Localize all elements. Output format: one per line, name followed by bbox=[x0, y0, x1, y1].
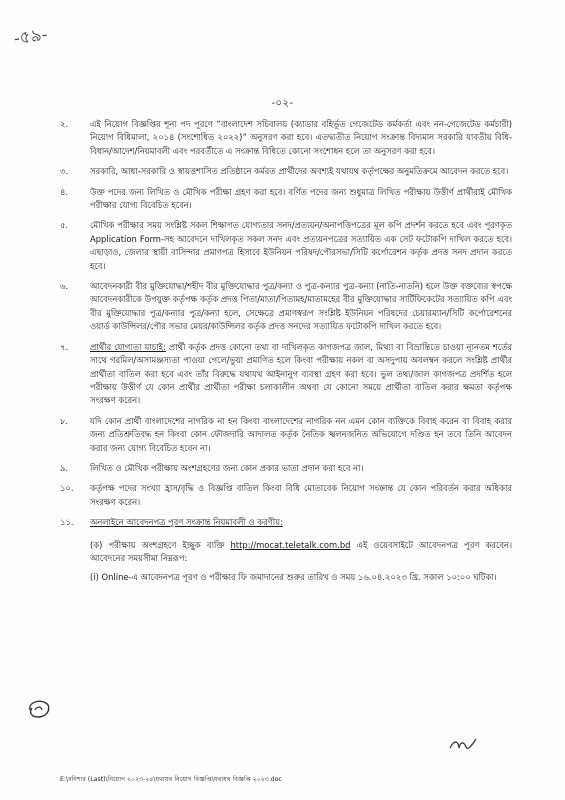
handwritten-page-note: -৫৯- bbox=[12, 24, 49, 50]
paragraph-number: ১০. bbox=[60, 483, 74, 494]
paragraph-text: যদি কোন প্রার্থী বাংলাদেশের নাগরিক না হন কিংবা বাংলাদেশের নাগরিক নন এমন কোন ব্যক্তিকে বিবাহ করেন বা বিবাহ করার জন্য প্রতিশ্রুতিবদ্ধ হন কিংবা কোন ফৌজদারি আদালত কর্তৃক নৈতিক স্খলনজনিত অভিযোগে দণ্ডিত হন তবে তিনি আবেদন করার জন্য যোগ্য বিবেচিত হবেন না। bbox=[90, 415, 512, 453]
paragraph-number: ৮. bbox=[60, 415, 69, 426]
item-a-prefix: (ক) পরীক্ষায় অংশগ্রহণে ইচ্ছুক ব্যক্তি bbox=[90, 539, 225, 550]
footer-file-path: E:\বনিশার (Last)\নিয়োগ ২০২৩-২৪\যথাযথ নিয়োগ বিজ্ঞপ্তি\যথাযথ বিজ্ঞপ্তি ২০২৩.doc bbox=[60, 776, 282, 783]
paragraph-text: সরকারি, আধা-সরকারি ও স্বায়ত্তশাসিত প্রতিষ্ঠানে কর্মরত প্রার্থীদের অবশ্যই যথাযথ কর্তৃপক্ষের অনুমতিক্রমে আবেদন করতে হবে। bbox=[90, 166, 509, 177]
paragraph-2 bbox=[60, 118, 512, 158]
paragraph-number: ৯. bbox=[60, 462, 69, 473]
paragraph-text: লিখিত ও মৌখিক পরীক্ষায় অংশগ্রহণের জন্য কোন প্রকার ভাতা প্রদান করা হবে না। bbox=[90, 462, 364, 473]
paragraph-text: মৌখিক পরীক্ষার সময় সংশ্লিষ্ট সকল শিক্ষাগত যোগ্যতার সনদ/প্রত্যয়ন/অনাপত্তিপত্রের মূল কপি প্রদর্শন করতে হবে এবং পূরণকৃত Application Form-সহ আবেদনে দাখিলকৃত সকল সনদ এবং প্রত্যয়নপত্রের সত্যায়িত এক সেট ফটোকপি দাখিল করতে হবে। এছাড়াও, জেলার স্থায়ী বাসিন্দার প্রমাণপত্র হিসাবে ইউনিয়ন পরিষদ/পৌরসভা/সিটি কর্পোরেশন কর্তৃক প্রদত্ত সনদ প্রদান করতে হবে। bbox=[90, 220, 512, 271]
paragraph-9 bbox=[60, 462, 512, 475]
paragraph-number: ৫. bbox=[60, 220, 69, 231]
section-number: ১১. bbox=[60, 517, 74, 528]
section-heading-text: অনলাইনে আবেদনপত্র পূরণ সংক্রান্ত নিয়মাবলী ও করণীয়: bbox=[90, 517, 283, 528]
paragraph-3 bbox=[60, 165, 512, 178]
paragraph-text: কর্তৃপক্ষ পদের সংখ্যা হ্রাস/বৃদ্ধি ও বিজ্ঞপ্তি বাতিল কিংবা বিধি মোতাবেক নিয়োগ সংক্রান্ত যে কোন পরিবর্তন করার অধিকার সংরক্ষণ করেন। bbox=[90, 483, 512, 507]
section-11-item-i bbox=[90, 571, 512, 584]
page-number: -০২- bbox=[271, 98, 294, 109]
teletalk-website-link[interactable]: http://mocat.teletalk.com.bd bbox=[230, 539, 351, 550]
section-11-item-a bbox=[90, 539, 512, 566]
section-11-heading bbox=[60, 516, 512, 529]
paragraph-text: আবেদনকারী বীর মুক্তিযোদ্ধা/শহীদ বীর মুক্তিযোদ্ধার পুত্র/কন্যা ও পুত্র-কন্যার পুত্র-কন্যা (নাতি-নাতনি) হলে উক্ত বক্তব্যের স্বপক্ষে আবেদনকারীকে উপযুক্ত কর্তৃপক্ষ কর্তৃক প্রদত্ত পিতা/মাতা/পিতামহ/মাতামহের বীর মুক্তিযোদ্ধার সার্টিফিকেটের সত্যায়িত কপি এবং বীর মুক্তিযোদ্ধার পুত্র/কন্যার পুত্র/কন্যা হলে, সেক্ষেত্রে প্রমাণস্বরূপ সংশ্লিষ্ট ইউনিয়ন পরিষদের চেয়ারম্যান/সিটি কর্পোরেশনের ওয়ার্ড কাউন্সিলর/পৌর সভার মেয়র/কাউন্সিলর কর্তৃক প্রদত্ত সনদের সত্যায়িত ফটোকপি দাখিল করতে হবে। bbox=[90, 281, 512, 332]
paragraph-5 bbox=[60, 219, 512, 273]
paragraph-text: উক্ত পদের জন্য লিখিত ও মৌখিক পরীক্ষা গ্রহণ করা হবে। বর্ণিত পদের জন্য শুধুমাত্র লিখিত পরীক্ষায় উত্তীর্ণ প্রার্থীরাই মৌখিক পরীক্ষার যোগ্য বিবেচিত হবেন। bbox=[90, 186, 512, 211]
handwritten-circle-mark bbox=[26, 698, 52, 720]
paragraph-10 bbox=[60, 482, 512, 509]
paragraph-4 bbox=[60, 186, 512, 213]
paragraph-7 bbox=[60, 341, 512, 408]
paragraph-text: এই নিয়োগ বিজ্ঞপ্তির শূন্য পদ পূরণে “বাংলাদেশ সচিবালয় (ক্যাডার বহির্ভূত গেজেটেড কর্মকর্তা এবং নন-গেজেটেড কর্মচারী) নিয়োগ বিধিমালা, ২০১৪ (সংশোধিত ২০২২)” অনুসরণ করা হবে। এতদ্ব্যতীত নিয়োগ সংক্রান্ত বিদ্যমান সরকারি যাবতীয় বিধি-বিধান/আদেশ/নিয়মাবলী এবং পরবর্তীতে এ সংক্রান্ত বিধিতে কোনো সংশোধন হলে তা অনুসরণ করা হবে। bbox=[90, 119, 512, 156]
paragraph-number: ২. bbox=[60, 119, 69, 129]
paragraph-number: ৭. bbox=[60, 341, 69, 352]
paragraph-number: ৪. bbox=[60, 186, 69, 197]
paragraph-number: ৬. bbox=[60, 281, 69, 292]
paragraph-text: প্রার্থী কর্তৃক প্রদত্ত কোনো তথ্য বা দাখিলকৃত কাগজপত্র জাল, মিথ্যা বা বিভ্রান্তিতে চাওয়া ন্যূনতম শর্তের সাথে গরমিল/অসামঞ্জস্যতা পাওয়া গেলে/ভুয়া প্রমাণিত হলে কিংবা পরীক্ষায় নকল বা অসদুপায় অবলম্বন করলে সংশ্লিষ্ট প্রার্থীর প্রার্থীতা বাতিল করা হবে এবং তাঁর বিরুদ্ধে যথাযথ আইনানুগ ব্যবস্থা গ্রহণ করা হবে। ভুল তথ্য/জাল কাগজপত্র প্রদর্শিত হলে পরীক্ষায় উত্তীর্ণ যে কোন প্রার্থীর প্রার্থীতা পরীক্ষা চলাকালীন অথবা যে কোনো সময়ে প্রার্থীতা বাতিল করার ক্ষমতা কর্তৃপক্ষ সংরক্ষণ করেন। bbox=[90, 341, 512, 406]
paragraph-8 bbox=[60, 415, 512, 455]
paragraph-number: ৩. bbox=[60, 166, 69, 177]
item-a-suffix: এই ওয়েবসাইটে আবেদনপত্র পূরণ করবেন। আবেদনের সময়সীমা নিম্নরূপ: bbox=[90, 539, 513, 563]
paragraph-6 bbox=[60, 280, 512, 334]
paragraph-lead-heading: প্রার্থীর যোগ্যতা যাচাই: bbox=[90, 341, 166, 352]
handwritten-initial-mark bbox=[448, 736, 478, 754]
item-i-text: (i) Online-এ আবেদনপত্র পূরণ ও পরীক্ষার ফি জমাদানের শুরুর তারিখ ও সময় ১৬.০৪.২০২৩ খ্রি. সকাল ১০:০০ ঘটিকা। bbox=[90, 572, 497, 583]
document-body bbox=[60, 118, 512, 591]
